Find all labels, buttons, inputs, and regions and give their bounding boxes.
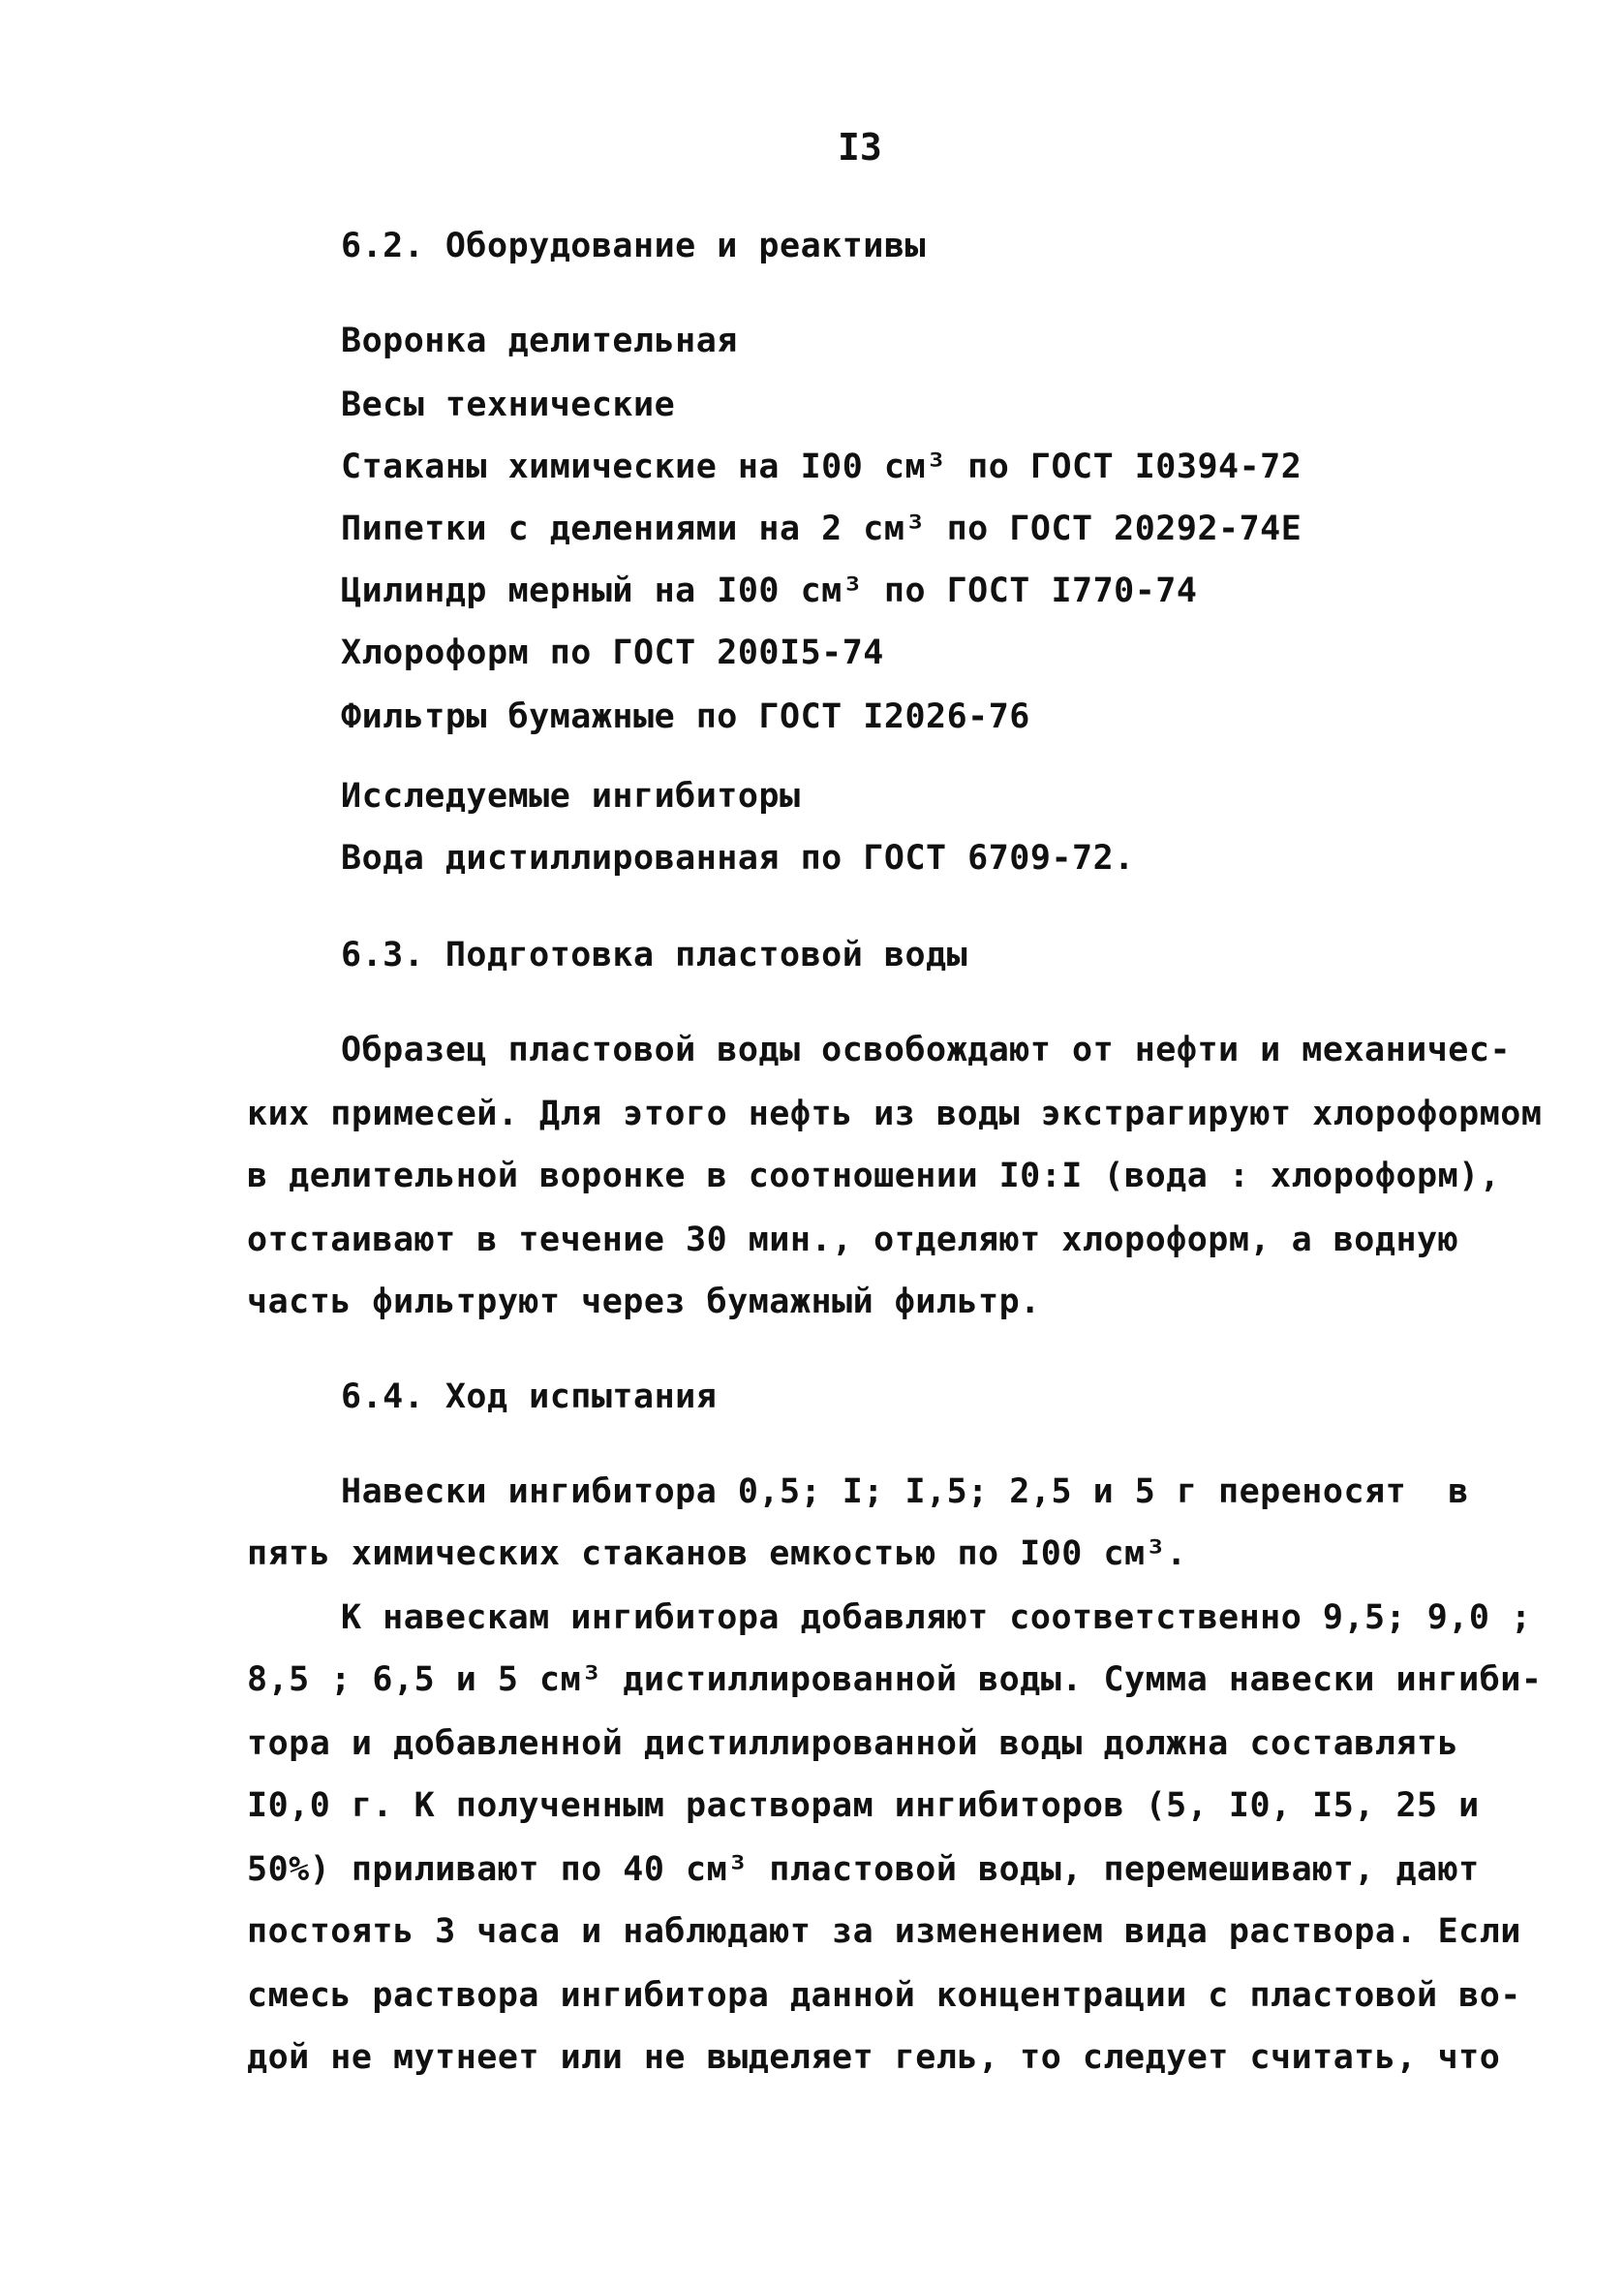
paragraph-line: в делительной воронке в соотношении I0:I (вода : хлороформ),	[247, 1157, 1501, 1195]
equipment-item: Вода дистиллированная по ГОСТ 6709-72.	[341, 839, 1135, 878]
section-heading-equipment: 6.2. Оборудование и реактивы	[341, 227, 927, 265]
paragraph-line: тора и добавленной дистиллированной воды должна составлять	[247, 1724, 1459, 1763]
equipment-item: Фильтры бумажные по ГОСТ I2026-76	[341, 697, 1030, 736]
section-heading-procedure: 6.4. Ход испытания	[341, 1377, 718, 1416]
paragraph-line: ких примесей. Для этого нефть из воды экстрагируют хлороформом	[247, 1095, 1543, 1133]
paragraph-line: Образец пластовой воды освобождают от нефти и механичес-	[341, 1031, 1512, 1069]
paragraph-line: отстаивают в течение 30 мин., отделяют хлороформ, а водную	[247, 1221, 1459, 1259]
equipment-item: Хлороформ по ГОСТ 200I5-74	[341, 634, 884, 672]
paragraph-line: дой не мутнеет или не выделяет гель, то следует считать, что	[247, 2038, 1501, 2077]
equipment-item: Воронка делительная	[341, 322, 738, 360]
equipment-item: Стаканы химические на I00 см³ по ГОСТ I0394-72	[341, 448, 1302, 486]
paragraph-line: постоять 3 часа и наблюдают за изменением вида раствора. Если	[247, 1912, 1521, 1951]
paragraph-line: I0,0 г. К полученным растворам ингибиторов (5, I0, I5, 25 и	[247, 1786, 1480, 1825]
paragraph-line: смесь раствора ингибитора данной концентрации с пластовой во-	[247, 1976, 1521, 2015]
paragraph-line: 50%) приливают по 40 см³ пластовой воды, перемешивают, дают	[247, 1850, 1480, 1889]
paragraph-line: 8,5 ; 6,5 и 5 см³ дистиллированной воды. Сумма навески ингиби-	[247, 1660, 1543, 1699]
equipment-item: Пипетки с делениями на 2 см³ по ГОСТ 20292-74Е	[341, 510, 1302, 548]
paragraph-line: пять химических стаканов емкостью по I00 см³.	[247, 1534, 1187, 1573]
equipment-item: Цилиндр мерный на I00 см³ по ГОСТ I770-74	[341, 572, 1198, 610]
paragraph-line: Навески ингибитора 0,5; I; I,5; 2,5 и 5 г переносят в	[341, 1472, 1469, 1511]
paragraph-line: К навескам ингибитора добавляют соответственно 9,5; 9,0 ;	[341, 1598, 1532, 1637]
section-heading-preparation: 6.3. Подготовка пластовой воды	[341, 936, 968, 974]
paragraph-line: часть фильтруют через бумажный фильтр.	[247, 1283, 1041, 1321]
page-number: I3	[838, 126, 882, 169]
equipment-item: Весы технические	[341, 386, 676, 424]
equipment-item: Исследуемые ингибиторы	[341, 777, 801, 816]
